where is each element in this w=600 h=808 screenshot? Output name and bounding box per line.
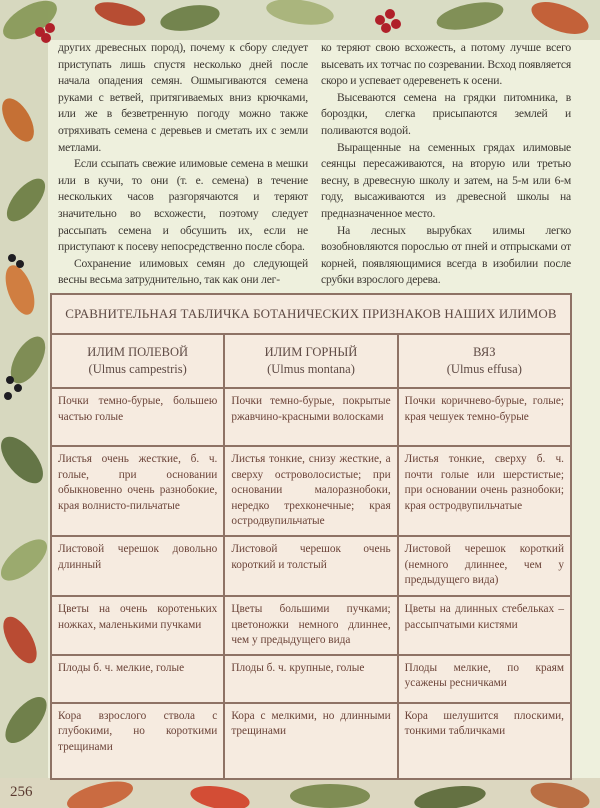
table-cell: Цветы на длинных стебельках – рассыпчатыми кистями	[398, 596, 571, 655]
table-cell: Листовой черешок короткий (немного длиннее, чем у предыдущего вида)	[398, 536, 571, 596]
species-name: ВЯЗ	[473, 345, 496, 359]
table-cell: Листья тонкие, сверху б. ч. почти голые или шерстистые; при основании очень разнобоки; края остродвупильчатые	[398, 446, 571, 536]
table-cell: Листовой черешок довольно длинный	[51, 536, 224, 596]
paragraph: На лесных вырубках илимы легко возобновляются порослью от пней и отпрысками от корней, появляющимися всегда в изобилии после срубки взрослого дерева.	[321, 223, 571, 287]
table-cell: Кора с мелкими, но длинными трещинами	[224, 703, 397, 779]
paragraph: Сохранение илимовых семян до следующей весны весьма затруднительно, так как они лег-	[58, 256, 308, 287]
comparison-table	[50, 293, 572, 780]
text-column-right	[321, 40, 571, 289]
table-cell: Плоды б. ч. мелкие, голые	[51, 655, 224, 703]
column-header	[224, 334, 397, 388]
page-number: 256	[10, 784, 33, 800]
table-cell: Цветы на очень коротеньких ножках, маленькими пучками	[51, 596, 224, 655]
column-header	[51, 334, 224, 388]
table-cell: Листья тонкие, снизу жесткие, а сверху островолосистые; при основании малоразнобоки, нередко трехконечные; края остродвупильчатые	[224, 446, 397, 536]
table-row	[51, 388, 571, 446]
table-row	[51, 596, 571, 655]
table-cell: Почки темно-бурые, большею частью голые	[51, 388, 224, 446]
table-cell: Плоды мелкие, по краям усажены ресничками	[398, 655, 571, 703]
table-cell: Цветы большими пучками; цветоножки немного длиннее, чем у предыдущего вида	[224, 596, 397, 655]
table-cell: Кора взрослого ствола с глубокими, но короткими трещинами	[51, 703, 224, 779]
column-header	[398, 334, 571, 388]
table-cell: Кора шелушится плоскими, тонкими табличками	[398, 703, 571, 779]
paragraph: других древесных пород), почему к сбору следует приступать лишь спустя несколько дней после начала опадения семян. Ошмыгиваются семена руками с ветвей, притягиваемых вниз крючками, или же в безветренную погоду можно также отряхивать семена с деревьев и сметать их с земли метлами.	[58, 41, 308, 154]
species-latin: (Ulmus montana)	[267, 362, 355, 376]
paragraph: Выращенные на семенных грядах илимовые сеянцы пересаживаются, на вторую или третью весну, в древесную школу и затем, на 5-м или 6-м году, высаживаются из древесной школы на предназначенное место.	[321, 140, 571, 220]
table-row	[51, 446, 571, 536]
paragraph: Если ссыпать свежие илимовые семена в мешки или в кучи, то они (т. е. семена) в течение нескольких часов разгорячаются и теряют значительно во всхожести, поэтому следует рассыпать семена и обсушить их, если не приступают к посеву непосредственно после сбора.	[58, 157, 308, 254]
paragraph: Высеваются семена на грядки питомника, в бороздки, слегка присыпаются землей и поливаются водой.	[321, 90, 571, 137]
table-row	[51, 655, 571, 703]
table-cell: Почки темно-бурые, покрытые ржавчино-красными волосками	[224, 388, 397, 446]
species-latin: (Ulmus effusa)	[446, 362, 522, 376]
table-cell: Листовой черешок очень короткий и толстый	[224, 536, 397, 596]
table-cell: Плоды б. ч. крупные, голые	[224, 655, 397, 703]
table-cell: Почки коричнево-бурые, голые; края чешуек темно-бурые	[398, 388, 571, 446]
table-cell: Листья очень жесткие, б. ч. голые, при основании обыкновенно очень разнобокие, края волнисто-пильчатые	[51, 446, 224, 536]
table-title: СРАВНИТЕЛЬНАЯ ТАБЛИЧКА БОТАНИЧЕСКИХ ПРИЗНАКОВ НАШИХ ИЛИМОВ	[51, 294, 571, 334]
species-name: ИЛИМ ПОЛЕВОЙ	[87, 345, 189, 359]
text-column-left	[58, 40, 308, 289]
species-name: ИЛИМ ГОРНЫЙ	[264, 345, 358, 359]
table-row	[51, 536, 571, 596]
paragraph: ко теряют свою всхожесть, а потому лучше всего высевать их тотчас по созревании. Всход появляется скоро и успевает одеревенеть к осени.	[321, 41, 571, 88]
table-row	[51, 703, 571, 779]
species-latin: (Ulmus campestris)	[88, 362, 187, 376]
